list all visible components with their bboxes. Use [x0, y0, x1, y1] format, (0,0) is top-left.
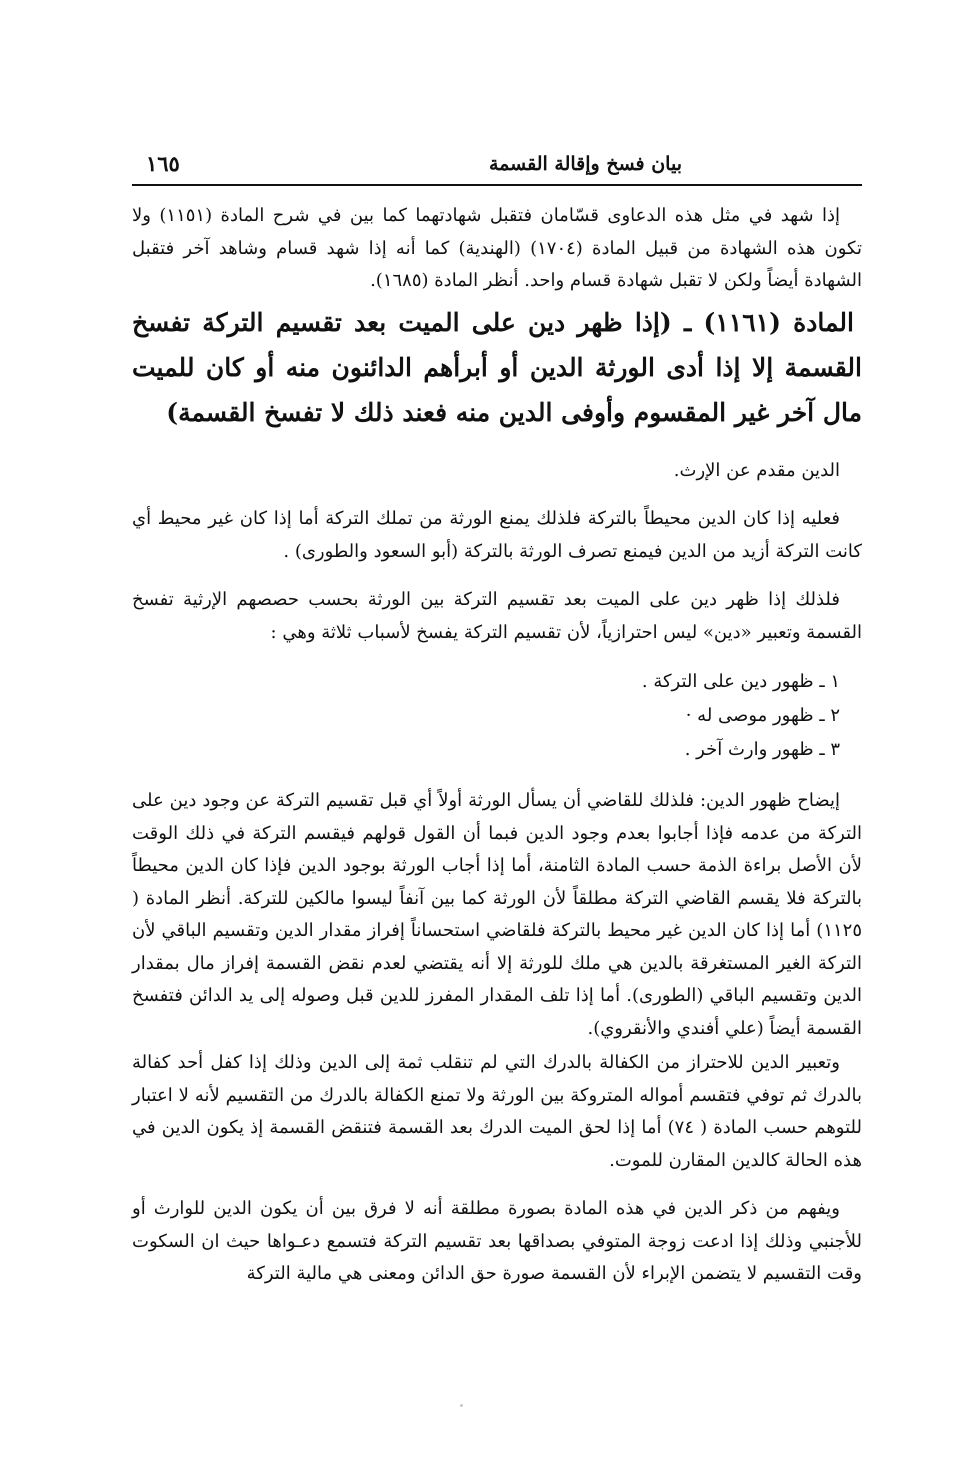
paragraph-surety-darak: وتعبير الدين للاحتراز من الكفالة بالدرك التي لم تنقلب ثمة إلى الدين وذلك إذا كفل أحد كفالة بالدرك ثم توفي فتقسم أمواله المتروكة بين الورثة ولا تمنع الكفالة بالدرك من التقسيم لأنه لا اعتبار للتوهم حسب المادة ( ٧٤) أما إذا لحق الميت الدرك بعد القسمة فتنقض القسمة إذ يكون الدين في هذه الحالة كالدين المقارن للموت. — [132, 1052, 862, 1171]
scan-speck — [460, 1404, 463, 1407]
list-item: ٢ ـ ظهور موصى له · — [685, 705, 840, 726]
running-header — [132, 150, 862, 186]
paragraph-wife-dowry: ويفهم من ذكر الدين في هذه المادة بصورة مطلقة أنه لا فرق بين أن يكون الدين للوارث أو للأجنبي وذلك إذا ادعت زوجة المتوفي بصداقها بعد تقسيم التركة فتسمع دعـواها حيث ان السكوت وقت التقسيم لا يتضمن الإبراء لأن القسمة صورة حق الدائن ومعنى هي مالية التركة — [132, 1198, 862, 1284]
paragraph-witness-testimony: إذا شهد في مثل هذه الدعاوى قسّامان فتقبل شهادتهما كما بين في شرح المادة (١١٥١) ولا تكون هذه الشهادة من قبيل المادة (١٧٠٤) (الهندية) كما أنه إذا شهد قسام وشاهد آخر فتقبل الشهادة أيضاً ولكن لا تقبل شهادة قسام واحد. أنظر المادة (١٦٨٥). — [132, 205, 863, 291]
paragraph-encompassing-debt: فعليه إذا كان الدين محيطاً بالتركة فلذلك يمنع الورثة من تملك التركة أما إذا كان غير محيط أي كانت التركة أزيد من الدين فيمنع تصرف الورثة بالتركة (أبو السعود والطورى) . — [132, 508, 862, 562]
list-item: ١ ـ ظهور دين على التركة . — [641, 671, 840, 692]
chapter-title: بيان فسخ وإقالة القسمة — [488, 153, 682, 175]
page-number: ١٦٥ — [146, 151, 180, 176]
reasons-list — [132, 665, 862, 767]
paragraph-debt-explanation: إيضاح ظهور الدين: فلذلك للقاضي أن يسأل الورثة أولاً أي قبل تقسيم التركة عن وجود دين على التركة من عدمه فإذا أجابوا بعدم وجود الدين فبما أن القول قولهم فيقسم التركة في ذلك الوقت لأن الأصل براءة الذمة حسب المادة الثامنة، أما إذا أجاب الورثة بوجود الدين فإذا كان الدين محيطاً بالتركة فلا يقسم القاضي التركة مطلقاً لأن الورثة كما بين آنفاً ليسوا مالكين للتركة. أنظر المادة ( ١١٢٥) أما إذا كان الدين غير محيط بالتركة فلقاضي استحساناً إفراز مقدار الدين وتقسيم الباقي لأن التركة الغير المستغرقة بالدين هي ملك للورثة إلا أنه يقتضي لعدم نقض القسمة إفراز مال بمقدار الدين وتقسيم الباقي (الطورى). أما إذا تلف المقدار المفرز للدين قبل وصوله إلى يد الدائن فتفسخ القسمة أيضاً (علي أفندي والأنقروي). — [132, 790, 862, 1039]
paragraph-reasons-intro: فلذلك إذا ظهر دين على الميت بعد تقسيم التركة بين الورثة بحسب حصصهم الإرثية تفسخ القسمة وتعبير «دين» ليس احترازياً، لأن تقسيم التركة يفسخ لأسباب ثلاثة وهي : — [132, 589, 862, 643]
page-body — [132, 200, 862, 1307]
paragraph-debt-precedes-inheritance: الدين مقدم عن الإرث. — [673, 459, 840, 481]
article-1161-text: المادة (١١٦١) ـ (إذا ظهر دين على الميت بعد تقسيم التركة تفسخ القسمة إلا إذا أدى الورثة الدين أو أبرأهم الدائنون منه أو كان للميت مال آخر غير المقسوم وأوفى الدين منه فعند ذلك لا تفسخ القسمة) — [132, 307, 862, 427]
list-item: ٣ ـ ظهور وارث آخر . — [684, 739, 840, 760]
